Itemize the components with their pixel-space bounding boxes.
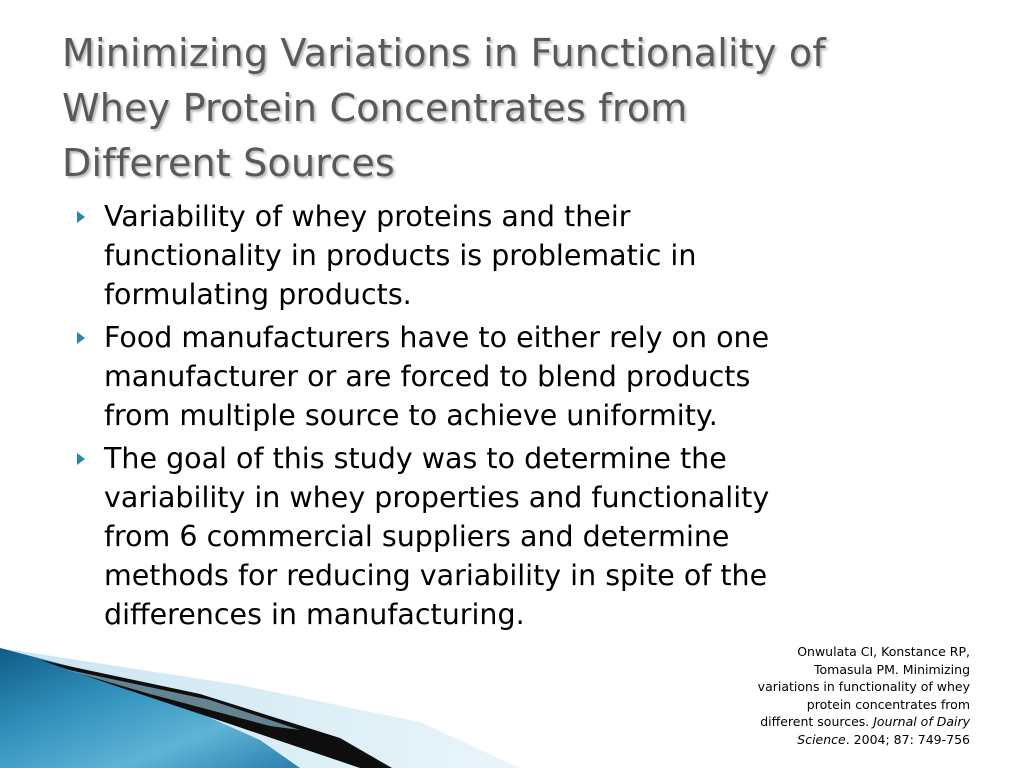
bullet-text-line: differences in manufacturing. (104, 598, 525, 631)
journal-name: Journal of Dairy (873, 714, 970, 730)
citation-line: Onwulata CI, Konstance RP, (797, 644, 970, 659)
title-line-3: Different Sources (62, 141, 395, 185)
title-line-2: Whey Protein Concentrates from (62, 86, 688, 130)
citation-line: variations in functionality of whey (757, 679, 970, 695)
citation-line: protein concentrates from (806, 696, 970, 712)
bullet-text-line: Variability of whey proteins and their (104, 200, 631, 233)
title-line-1: Minimizing Variations in Functionality of (62, 31, 826, 75)
citation-text: different sources. (760, 714, 874, 730)
citation (710, 643, 970, 749)
bullet-text-line: methods for reducing variability in spite of the (104, 559, 768, 592)
slide-title (62, 26, 992, 191)
citation-text: . 2004; 87: 749-756 (845, 731, 970, 747)
bullet-text-line: variability in whey properties and functionality (104, 481, 770, 514)
bullet-text-line: formulating products. (104, 278, 412, 311)
bullet-arrow-icon (77, 332, 85, 344)
bullet-arrow-icon (77, 211, 85, 223)
bullet-item (76, 318, 956, 435)
dark-swoosh (40, 660, 392, 768)
citation-line: Tomasula PM. Minimizing (814, 661, 970, 677)
bullet-text-line: functionality in products is problematic in (104, 239, 697, 272)
citation-line (710, 713, 970, 731)
bullet-text-line: The goal of this study was to determine the (104, 442, 727, 475)
bullet-text-line: Food manufacturers have to either rely on one (104, 321, 770, 354)
bullet-text-line: manufacturer or are forced to blend products (104, 360, 751, 393)
citation-line (710, 731, 970, 749)
pale-swoosh (0, 648, 520, 768)
bullet-item (76, 439, 956, 634)
bullet-arrow-icon (77, 453, 85, 465)
journal-name: Science (797, 731, 846, 747)
light-streak (60, 668, 300, 730)
bullet-list (76, 197, 956, 638)
blue-swoosh (0, 648, 300, 768)
bullet-text-line: from 6 commercial suppliers and determine (104, 520, 730, 553)
bullet-item (76, 197, 956, 314)
bullet-text-line: from multiple source to achieve uniformity. (104, 399, 718, 432)
